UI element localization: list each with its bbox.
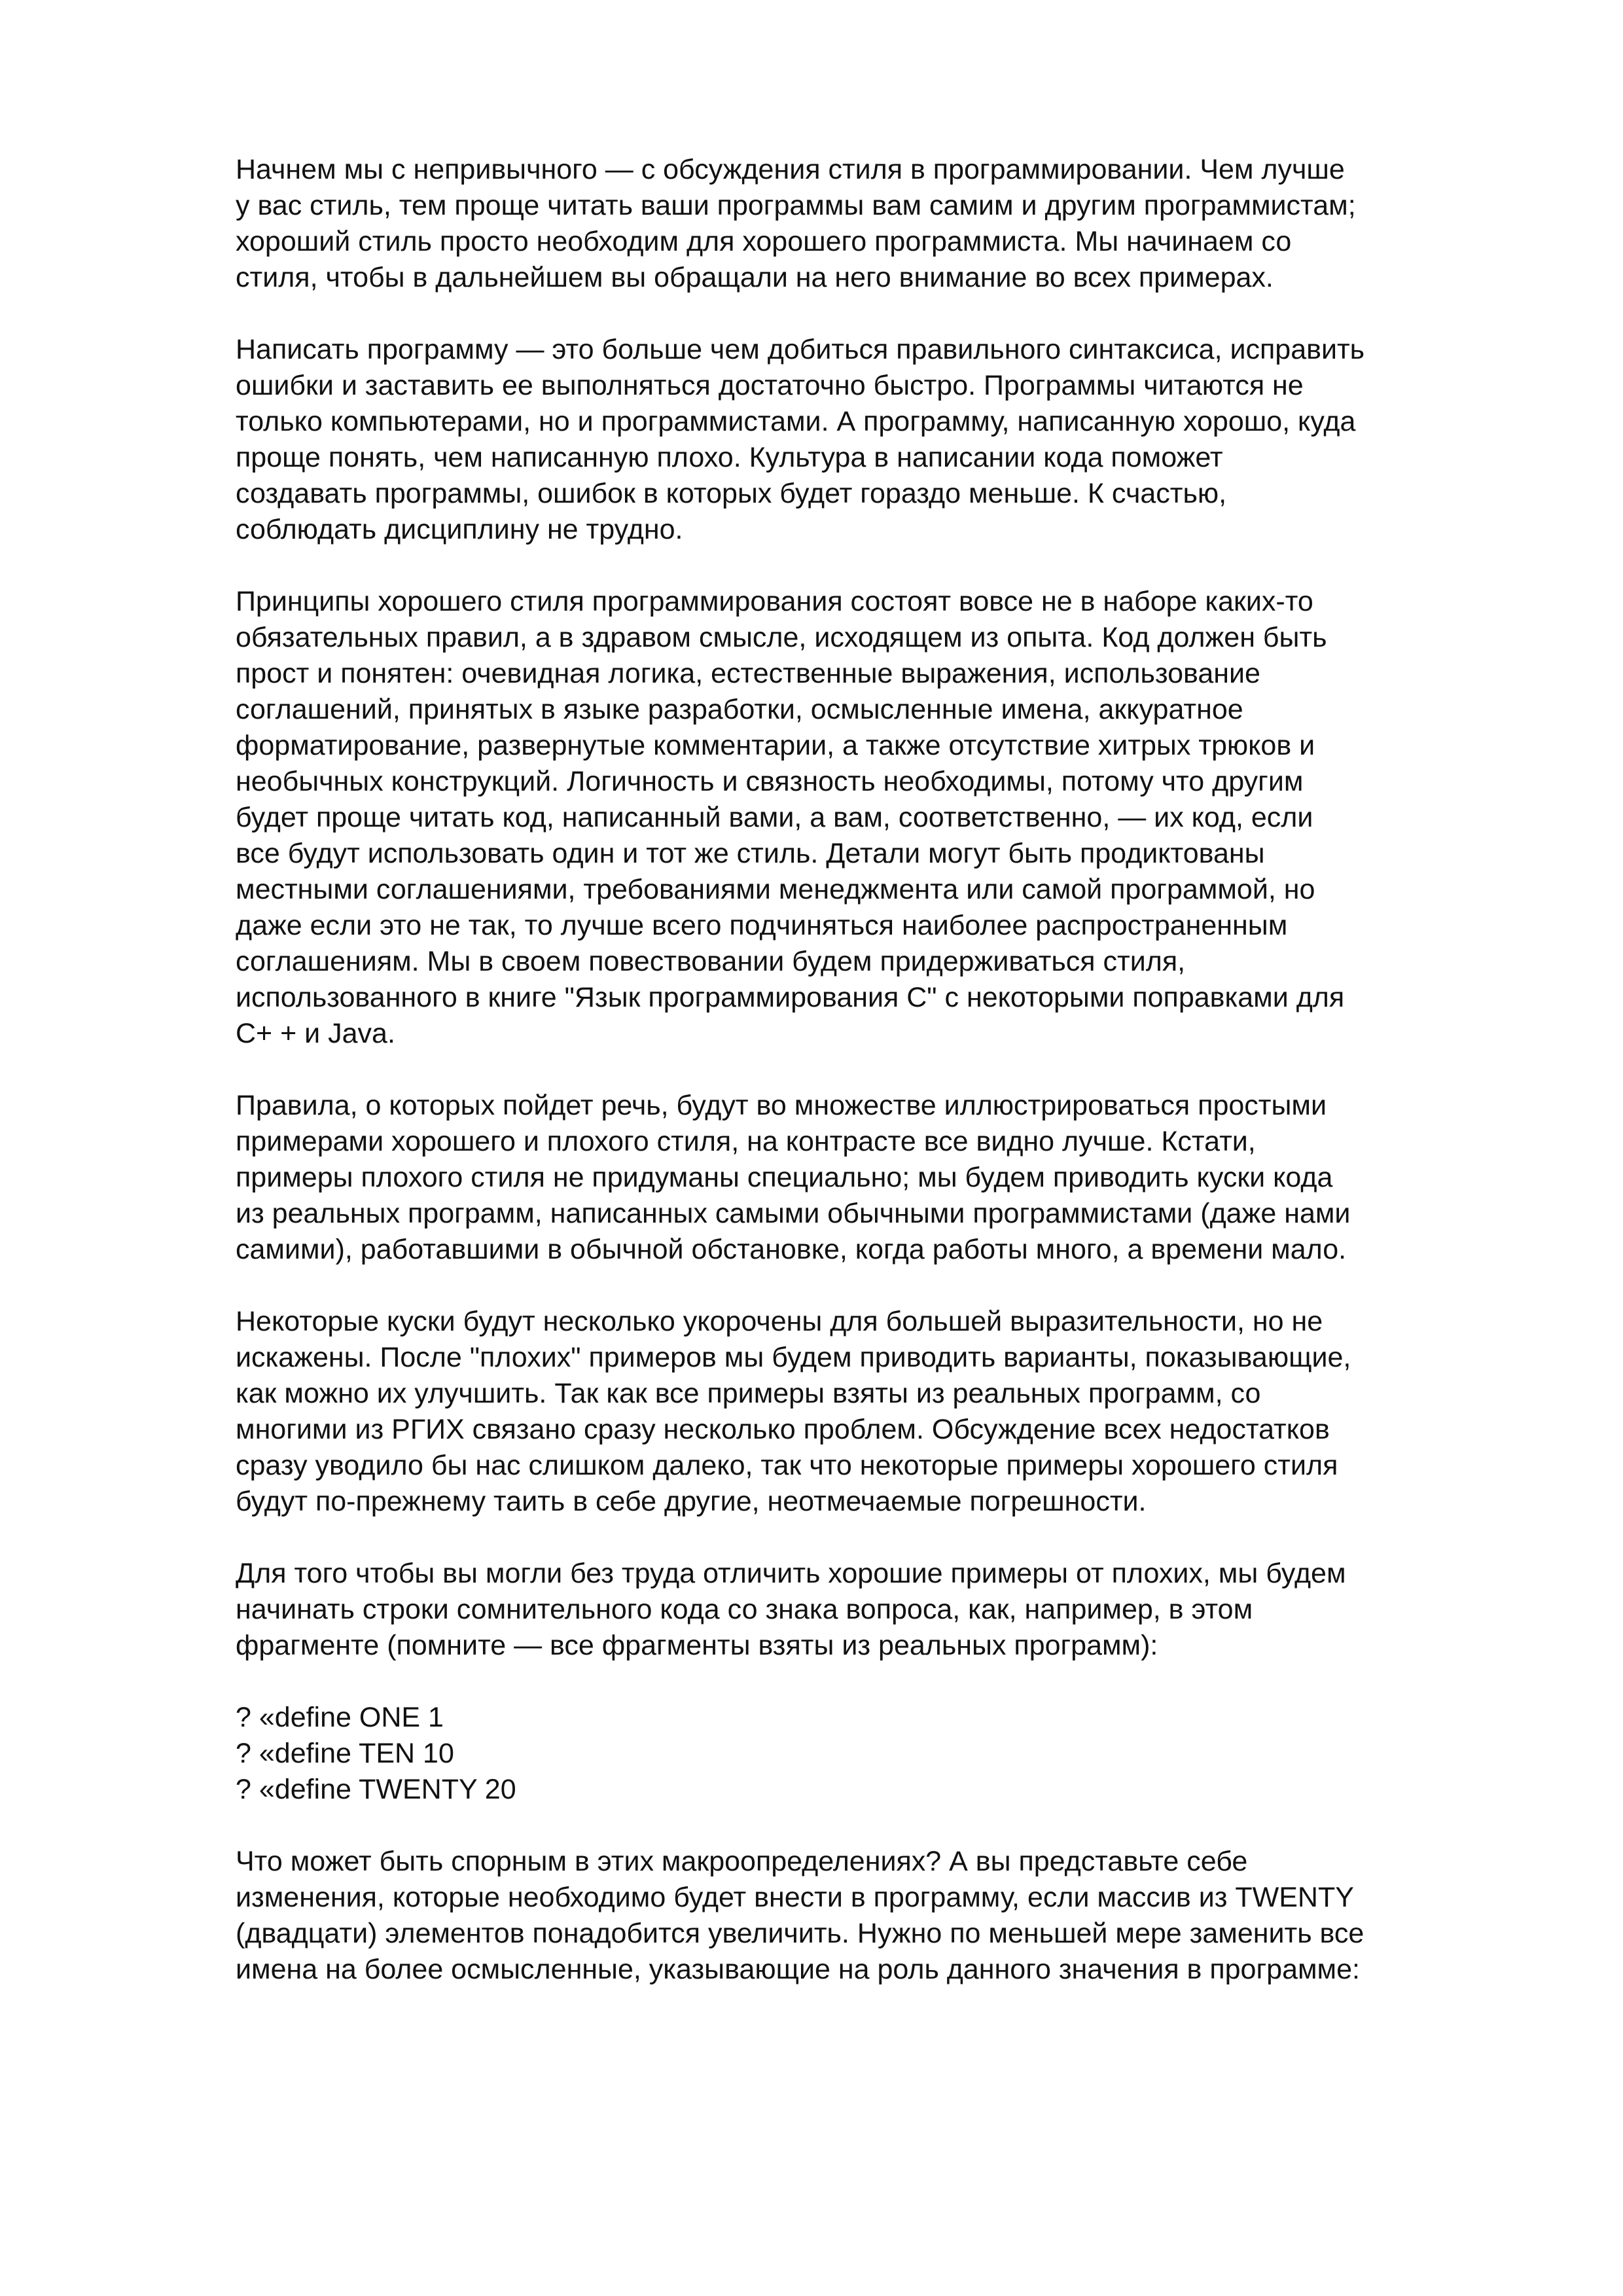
text-line: искажены. После "плохих" примеров мы будем приводить варианты, показывающие, [236, 1342, 1351, 1373]
text-line: обязательных правил, а в здравом смысле, исходящем из опыта. Код должен быть [236, 622, 1327, 653]
paragraph-writing-programs [236, 332, 1518, 548]
text-line: сразу уводило бы нас слишком далеко, так что некоторые примеры хорошего стиля [236, 1450, 1338, 1481]
code-line: ? «define TEN 10 [236, 1738, 454, 1769]
text-line: у вас стиль, тем проще читать ваши программы вам самим и другим программистам; [236, 190, 1356, 221]
text-line: проще понять, чем написанную плохо. Культура в написании кода поможет [236, 442, 1223, 473]
text-line: все будут использовать один и тот же стиль. Детали могут быть продиктованы [236, 838, 1265, 869]
text-line: из реальных программ, написанных самыми обычными программистами (даже нами [236, 1198, 1351, 1229]
text-line: Начнем мы с непривычного — с обсуждения стиля в программировании. Чем лучше [236, 154, 1345, 185]
text-line: примеры плохого стиля не придуманы специально; мы будем приводить куски кода [236, 1162, 1333, 1193]
text-line: примерами хорошего и плохого стиля, на контрасте все видно лучше. Кстати, [236, 1126, 1256, 1157]
text-line: будет проще читать код, написанный вами, а вам, соответственно, — их код, если [236, 802, 1313, 833]
text-line: соглашениям. Мы в своем повествовании будем придерживаться стиля, [236, 946, 1186, 977]
text-line: Некоторые куски будут несколько укорочены для большей выразительности, но не [236, 1306, 1323, 1337]
text-line: (двадцати) элементов понадобится увеличить. Нужно по меньшей мере заменить все [236, 1918, 1364, 1949]
text-line: только компьютерами, но и программистами. А программу, написанную хорошо, куда [236, 406, 1356, 437]
code-sample [236, 1700, 1518, 1808]
text-line: будут по-прежнему таить в себе другие, неотмечаемые погрешности. [236, 1486, 1147, 1517]
text-line: имена на более осмысленные, указывающие на роль данного значения в программе: [236, 1954, 1360, 1985]
text-line: Правила, о которых пойдет речь, будут во множестве иллюстрироваться простыми [236, 1090, 1327, 1121]
text-line: самими), работавшими в обычной обстановке, когда работы много, а времени мало. [236, 1234, 1347, 1265]
text-line: хороший стиль просто необходим для хорошего программиста. Мы начинаем со [236, 226, 1292, 257]
text-line: даже если это не так, то лучше всего подчиняться наиболее распространенным [236, 910, 1288, 941]
text-line: изменения, которые необходимо будет внести в программу, если массив из TWENTY [236, 1882, 1354, 1913]
paragraph-intro [236, 152, 1518, 296]
paragraph-macro-discussion [236, 1844, 1518, 1988]
text-line: Что может быть спорным в этих макроопределениях? А вы представьте себе [236, 1846, 1248, 1877]
text-line: стиля, чтобы в дальнейшем вы обращали на него внимание во всех примерах. [236, 262, 1274, 293]
paragraph-shortened-pieces [236, 1304, 1518, 1520]
text-line: C+ + и Java. [236, 1018, 395, 1049]
text-line: фрагменте (помните — все фрагменты взяты из реальных программ): [236, 1630, 1158, 1661]
text-line: ошибки и заставить ее выполняться достаточно быстро. Программы читаются не [236, 370, 1304, 401]
code-line: ? «define ONE 1 [236, 1702, 444, 1733]
text-line: прост и понятен: очевидная логика, естественные выражения, использование [236, 658, 1260, 689]
paragraph-question-mark-convention [236, 1556, 1518, 1664]
text-line: Написать программу — это больше чем добиться правильного синтаксиса, исправить [236, 334, 1365, 365]
text-line: создавать программы, ошибок в которых будет гораздо меньше. К счастью, [236, 478, 1227, 509]
text-line: использованного в книге "Язык программирования С" с некоторыми поправками для [236, 982, 1345, 1013]
text-line: Для того чтобы вы могли без труда отличить хорошие примеры от плохих, мы будем [236, 1558, 1346, 1589]
code-line: ? «define TWENTY 20 [236, 1774, 516, 1805]
paragraph-rules-examples [236, 1088, 1518, 1268]
text-line: начинать строки сомнительного кода со знака вопроса, как, например, в этом [236, 1594, 1253, 1625]
text-line: местными соглашениями, требованиями менеджмента или самой программой, но [236, 874, 1315, 905]
paragraph-style-principles [236, 584, 1518, 1052]
text-line: необычных конструкций. Логичность и связность необходимы, потому что другим [236, 766, 1304, 797]
text-line: соблюдать дисциплину не трудно. [236, 514, 683, 545]
text-line: как можно их улучшить. Так как все примеры взяты из реальных программ, со [236, 1378, 1261, 1409]
text-line: многими из РГИХ связано сразу несколько проблем. Обсуждение всех недостатков [236, 1414, 1330, 1445]
document-page [236, 152, 1518, 2024]
text-line: Принципы хорошего стиля программирования состоят вовсе не в наборе каких-то [236, 586, 1313, 617]
text-line: соглашений, принятых в языке разработки, осмысленные имена, аккуратное [236, 694, 1243, 725]
text-line: форматирование, развернутые комментарии, а также отсутствие хитрых трюков и [236, 730, 1315, 761]
